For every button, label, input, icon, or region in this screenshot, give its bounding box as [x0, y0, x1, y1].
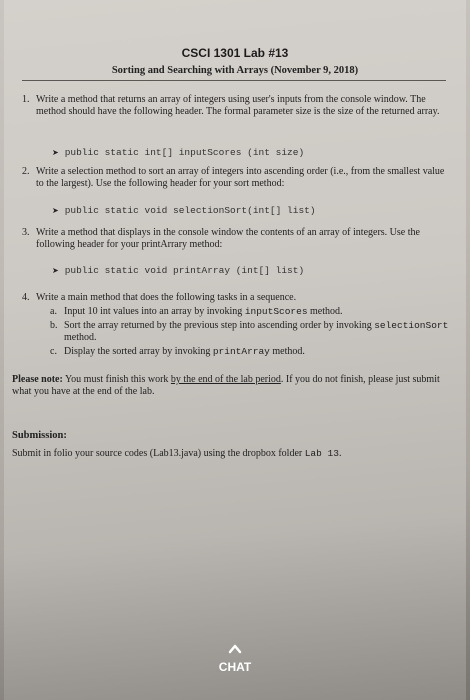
arrow-bullet-icon: ➤	[52, 206, 59, 215]
submission-heading: Submission:	[12, 430, 67, 441]
question-text: Write a method that displays in the console window the contents of an array of integers. Use the following header for your printArrary method:	[36, 227, 420, 250]
subtask-text-end: method.	[64, 332, 97, 343]
subtask-text-end: method.	[307, 306, 343, 317]
chat-button[interactable]: CHAT	[218, 660, 252, 674]
arrow-bullet-icon: ➤	[52, 148, 59, 157]
subtask-letter: c.	[50, 346, 57, 357]
arrow-bullet-icon: ➤	[52, 266, 59, 275]
note-text: You must finish this work	[62, 374, 171, 385]
question-2	[22, 166, 452, 190]
subtask-letter: a.	[50, 306, 57, 317]
submission-instructions: Submit in folio your source codes (Lab13.java) using the dropbox folder	[12, 448, 305, 459]
question-text: Write a method that returns an array of integers using user's inputs from the console window. The method should have the following header. The formal parameter size is the size of the returned array.	[36, 94, 440, 117]
question-number: 4.	[22, 292, 30, 303]
code-text: public static int[] inputScores (int size)	[64, 147, 305, 158]
subtask-letter: b.	[50, 320, 58, 331]
note-label: Please note:	[12, 374, 63, 385]
subtask-text: Sort the array returned by the previous step into ascending order by invoking	[64, 320, 375, 331]
subtask-b	[50, 320, 460, 344]
submission-text	[12, 448, 460, 459]
subtask-method-name: selectionSort	[374, 320, 449, 331]
note-text-end: . If you do not finish, please just submit what you have at the end of the lab.	[12, 374, 440, 397]
question-1	[22, 94, 452, 118]
subtask-method-name: printArray	[212, 346, 270, 357]
submission-text-end: .	[338, 448, 342, 459]
please-note	[12, 374, 460, 398]
subtask-a	[50, 306, 460, 318]
chevron-up-icon[interactable]	[228, 642, 242, 656]
document-title: CSCI 1301 Lab #13	[181, 46, 289, 60]
question-text: Write a main method that does the following tasks in a sequence.	[36, 292, 297, 303]
code-header-1	[52, 147, 304, 158]
code-header-3	[52, 265, 304, 276]
question-number: 1.	[22, 94, 30, 105]
note-deadline: by the end of the lab period	[170, 374, 281, 385]
question-text: Write a selection method to sort an array of integers into ascending order (i.e., from the smallest value to the largest). Use the following header for your sort method:	[36, 166, 445, 189]
subtask-c	[50, 346, 460, 358]
question-number: 2.	[22, 166, 30, 177]
code-text: public static void printArray (int[] list)	[64, 265, 305, 276]
subtask-text-end: method.	[269, 346, 305, 357]
code-header-2	[52, 205, 316, 216]
subtask-text: Display the sorted array by invoking	[64, 346, 213, 357]
code-text: public static void selectionSort(int[] list)	[64, 205, 316, 216]
document-subtitle: Sorting and Searching with Arrays (November 9, 2018)	[111, 65, 359, 76]
dropbox-folder-name: Lab 13	[304, 448, 339, 459]
question-4	[22, 292, 452, 304]
subtask-method-name: inputScores	[244, 306, 308, 317]
subtask-text: Input 10 int values into an array by invoking	[64, 306, 245, 317]
title-divider	[22, 80, 446, 81]
question-number: 3.	[22, 227, 30, 238]
question-3	[22, 227, 452, 251]
